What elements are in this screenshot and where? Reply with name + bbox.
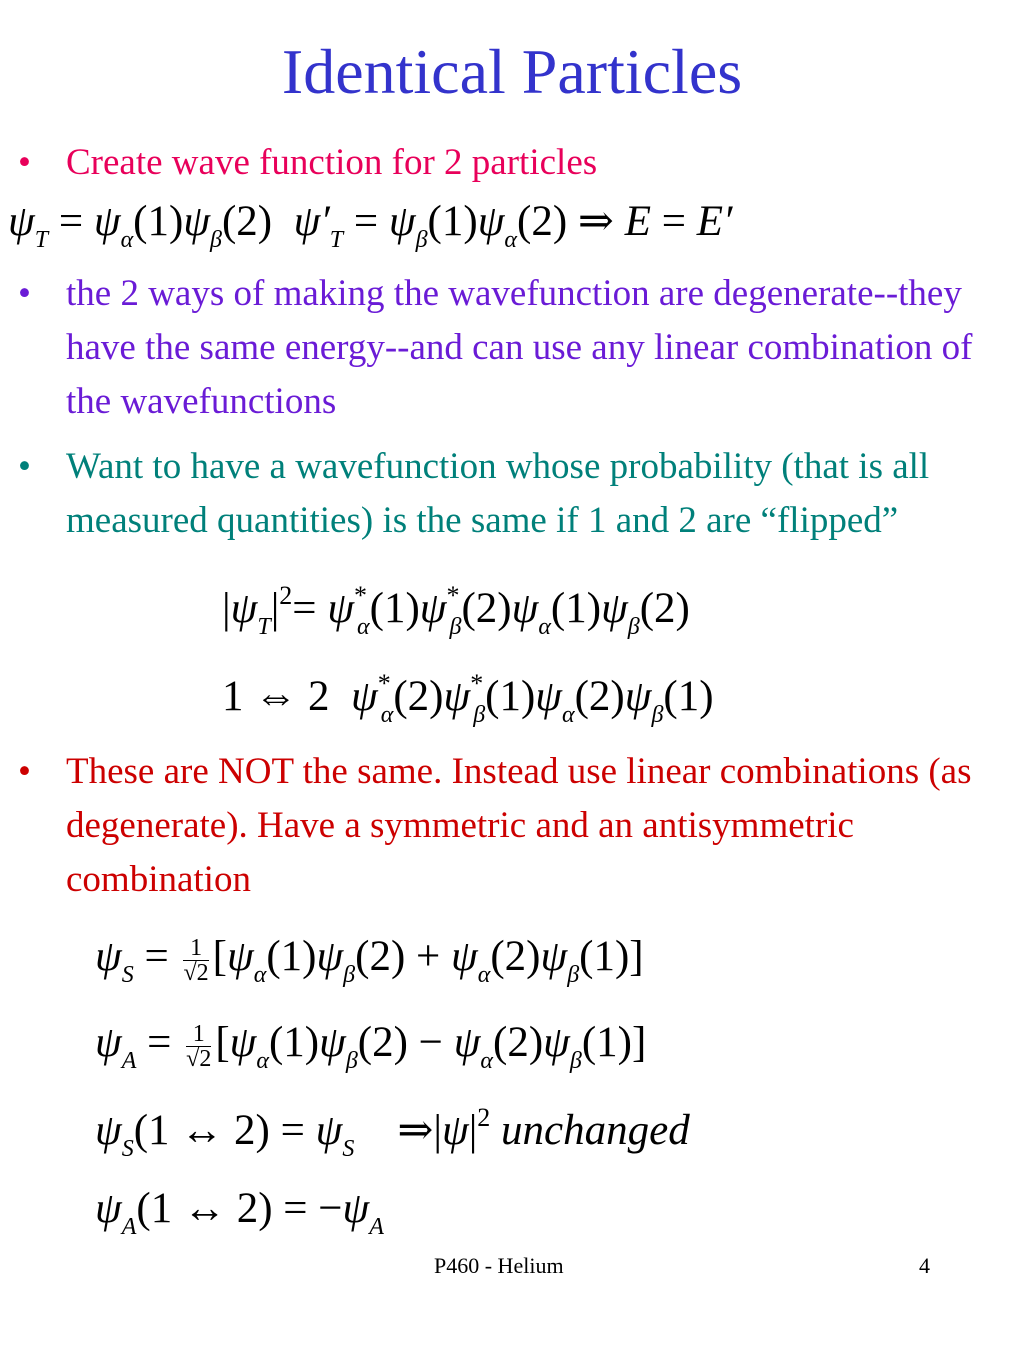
equation-1: $\psi_T = \psi_\alpha(1)\psi_\beta(2) \psi'_T = \psi_\beta(1)\psi_\alpha(2)$ ⇒ E = E′: [8, 198, 733, 253]
bullet-3: [18, 440, 1008, 548]
bullet-2-text: the 2 ways of making the wavefunction are degenerate--they have the same energy--and can use any linear combination of the wavefunctions: [66, 273, 973, 422]
equation-2: $|\psi_T|^2= \psi^*_\alpha(1)\psi^*_\beta(2)\psi_\alpha(1)\psi_\beta(2)$: [222, 581, 690, 640]
bullet-dot: •: [18, 446, 31, 487]
equation-6: $\psi_S(1$ ↔ $2) = \psi_S$ $\Rightarrow|\psi|^2$ unchanged: [95, 1103, 690, 1162]
equation-3: 1 ⇔ 2 $\psi^*_\alpha(2)\psi^*_\beta(1)\psi_\alpha(2)\psi_\beta(1)$: [222, 669, 714, 728]
bullet-1-text: Create wave function for 2 particles: [66, 142, 598, 183]
bullet-3-text: Want to have a wavefunction whose probability (that is all measured quantities) is the same if 1 and 2 are “flipped”: [66, 446, 930, 541]
bullet-4-text: These are NOT the same. Instead use linear combinations (as degenerate). Have a symmetric and an antisymmetric combination: [66, 751, 972, 900]
bullet-4: [18, 745, 1008, 907]
bullet-dot: •: [18, 751, 31, 792]
slide-title: Identical Particles: [281, 36, 743, 107]
bullet-dot: •: [18, 142, 31, 183]
footer-title: P460 - Helium: [434, 1253, 564, 1278]
fraction: $\frac{1}{√2}$: [186, 1020, 212, 1072]
page-number: 4: [919, 1253, 930, 1278]
equation-7: $\psi_A(1$ ↔ $2) = -\psi_A$: [95, 1185, 384, 1240]
fraction: $\frac{1}{√2}$: [183, 934, 209, 986]
equation-4: $\psi_S$ = $\frac{1}{√2}$ $[\psi_\alpha(1)\psi_\beta(2) + \psi_\alpha(2)\psi_\beta(1)]$: [95, 933, 644, 988]
equation-5: $\psi_A$ = $\frac{1}{√2}$ $[\psi_\alpha(1)\psi_\beta(2) - \psi_\alpha(2)\psi_\beta(1)]$: [95, 1019, 647, 1074]
bullet-1: [18, 136, 1008, 190]
bullet-dot: •: [18, 273, 31, 314]
bullet-2: [18, 267, 1008, 429]
